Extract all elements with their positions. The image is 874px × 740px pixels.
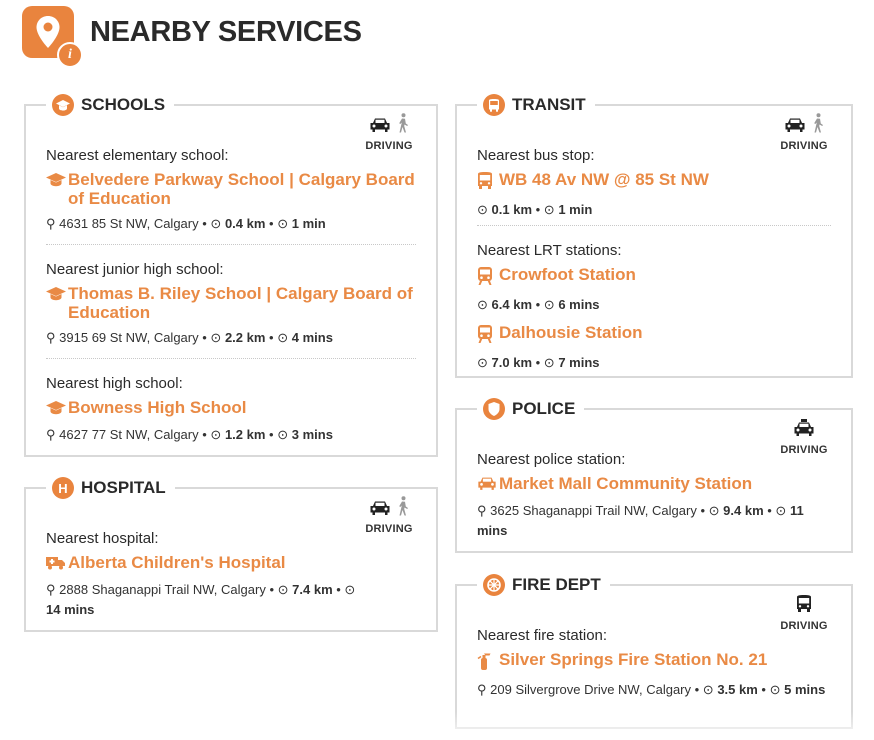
distance-arrow-icon: ⊙ xyxy=(702,682,714,697)
list-item xyxy=(477,241,831,373)
lrt-station-link[interactable] xyxy=(477,323,831,347)
school-link[interactable] xyxy=(46,284,416,322)
distance: 2.2 km xyxy=(224,330,266,345)
entry-label: Nearest bus stop: xyxy=(477,147,595,164)
list-item xyxy=(46,374,416,445)
list-item xyxy=(477,450,827,541)
hospital-name: Alberta Children's Hospital xyxy=(68,553,286,572)
schools-card-heading xyxy=(46,92,174,118)
mode-label: DRIVING xyxy=(365,523,413,535)
clock-icon: ⊙ xyxy=(769,682,781,697)
fire-extinguisher-icon xyxy=(477,652,499,674)
travel-mode-toggle[interactable] xyxy=(358,501,420,535)
travel-time: 1 min xyxy=(291,216,326,231)
bus-stop-name: WB 48 Av NW @ 85 St NW xyxy=(499,170,709,189)
fire-dept-card xyxy=(455,575,853,729)
graduation-cap-icon xyxy=(52,94,74,116)
car-icon xyxy=(477,476,499,495)
divider xyxy=(46,244,416,245)
school-name: Bowness High School xyxy=(68,398,247,417)
entry-label: Nearest LRT stations: xyxy=(477,242,622,259)
entry-meta: ⚲ 4631 85 St NW, Calgary • ⊙ 0.4 km • ⊙ 1 min xyxy=(46,216,326,231)
clock-icon: ⊙ xyxy=(775,503,787,518)
travel-time: 6 mins xyxy=(558,297,600,312)
list-item xyxy=(477,146,831,220)
entry-label: Nearest junior high school: xyxy=(46,261,224,278)
police-station-name: Market Mall Community Station xyxy=(499,474,753,493)
travel-time: 5 mins xyxy=(784,682,826,697)
entry-label: Nearest elementary school: xyxy=(46,147,229,164)
entry-meta: ⚲ 209 Silvergrove Drive NW, Calgary • ⊙ 3.5 km • ⊙ 5 mins xyxy=(477,682,826,697)
distance: 6.4 km xyxy=(491,297,533,312)
list-item xyxy=(477,626,827,700)
travel-time: 11 mins xyxy=(477,503,804,538)
distance-arrow-icon: ⊙ xyxy=(708,503,720,518)
list-item xyxy=(46,146,416,234)
lrt-station-name: Dalhousie Station xyxy=(499,323,643,342)
transit-title: TRANSIT xyxy=(512,95,586,114)
distance: 1.2 km xyxy=(224,427,266,442)
distance-arrow-icon: ⊙ xyxy=(210,330,222,345)
divider xyxy=(477,225,831,226)
walking-person-icon[interactable] xyxy=(812,113,824,138)
entry-label: Nearest high school: xyxy=(46,375,183,392)
distance-arrow-icon: ⊙ xyxy=(477,202,488,217)
entry-meta: ⚲ 3625 Shaganappi Trail NW, Calgary • ⊙ 9.4 km • ⊙ 11 mins xyxy=(477,503,804,538)
clock-icon: ⊙ xyxy=(277,330,289,345)
fire-station-link[interactable] xyxy=(477,650,827,674)
address: 3915 69 St NW, Calgary xyxy=(59,330,199,345)
lrt-station-name: Crowfoot Station xyxy=(499,265,636,284)
clock-icon: ⊙ xyxy=(543,202,555,217)
address: 4627 77 St NW, Calgary xyxy=(59,427,199,442)
entry-meta: ⊙ 0.1 km • ⊙ 1 min xyxy=(477,202,593,217)
car-icon[interactable] xyxy=(369,500,391,521)
hospital-h-icon: H xyxy=(52,477,74,499)
address: 4631 85 St NW, Calgary xyxy=(59,216,199,231)
entry-label: Nearest police station: xyxy=(477,451,626,468)
school-name: Thomas B. Riley School | Calgary Board of Education xyxy=(68,284,413,322)
clock-icon: ⊙ xyxy=(344,582,356,597)
hospital-title: HOSPITAL xyxy=(81,478,166,497)
ambulance-icon xyxy=(46,555,68,574)
walking-person-icon[interactable] xyxy=(397,113,409,138)
police-car-icon[interactable] xyxy=(793,419,815,442)
address: 209 Silvergrove Drive NW, Calgary xyxy=(490,682,692,697)
page-header xyxy=(22,5,82,67)
schools-card xyxy=(24,95,438,457)
travel-time: 3 mins xyxy=(291,427,333,442)
distance-arrow-icon: ⊙ xyxy=(210,216,222,231)
location-pin-info-icon: i xyxy=(22,6,82,66)
entry-meta: ⊙ 7.0 km • ⊙ 7 mins xyxy=(477,355,600,370)
police-card xyxy=(455,399,853,553)
map-marker-icon: ⚲ xyxy=(46,427,56,442)
lrt-station-link[interactable] xyxy=(477,265,831,289)
graduation-cap-icon xyxy=(46,400,68,419)
mode-label: DRIVING xyxy=(780,620,828,632)
distance: 3.5 km xyxy=(717,682,758,697)
distance: 7.4 km xyxy=(292,582,333,597)
clock-icon: ⊙ xyxy=(543,297,555,312)
mode-label: DRIVING xyxy=(780,444,828,456)
transit-card-heading xyxy=(477,92,595,118)
entry-label: Nearest hospital: xyxy=(46,530,159,547)
bus-stop-link[interactable] xyxy=(477,170,831,194)
map-marker-icon: ⚲ xyxy=(477,503,487,518)
distance: 7.0 km xyxy=(491,355,533,370)
travel-time: 4 mins xyxy=(291,330,333,345)
hospital-link[interactable] xyxy=(46,553,366,574)
car-icon[interactable] xyxy=(784,117,806,138)
travel-time: 1 min xyxy=(558,202,593,217)
police-card-heading xyxy=(477,396,584,422)
train-icon xyxy=(477,267,499,289)
car-icon[interactable] xyxy=(369,117,391,138)
clock-icon: ⊙ xyxy=(277,216,289,231)
hospital-card-heading xyxy=(46,475,175,501)
police-badge-icon xyxy=(483,398,505,420)
graduation-cap-icon xyxy=(46,172,68,191)
distance-arrow-icon: ⊙ xyxy=(277,582,289,597)
entry-meta: ⚲ 2888 Shaganappi Trail NW, Calgary • ⊙ 7.4 km • ⊙ 14 mins xyxy=(46,582,356,617)
page-title: NEARBY SERVICES xyxy=(90,16,362,48)
map-marker-icon: ⚲ xyxy=(477,682,487,697)
fire-station-name: Silver Springs Fire Station No. 21 xyxy=(499,650,768,669)
entry-label: Nearest fire station: xyxy=(477,627,608,644)
entry-meta: ⚲ 4627 77 St NW, Calgary • ⊙ 1.2 km • ⊙ 3 mins xyxy=(46,427,333,442)
police-title: POLICE xyxy=(512,399,576,418)
distance: 9.4 km xyxy=(723,503,764,518)
map-marker-icon: ⚲ xyxy=(46,216,56,231)
divider xyxy=(46,358,416,359)
graduation-cap-icon xyxy=(46,286,68,305)
train-icon xyxy=(477,325,499,347)
travel-time: 14 mins xyxy=(46,602,95,617)
school-name: Belvedere Parkway School | Calgary Board of Education xyxy=(68,170,415,208)
distance: 0.4 km xyxy=(224,216,266,231)
clock-icon: ⊙ xyxy=(543,355,555,370)
travel-time: 7 mins xyxy=(558,355,600,370)
distance-arrow-icon: ⊙ xyxy=(210,427,222,442)
entry-meta: ⚲ 3915 69 St NW, Calgary • ⊙ 2.2 km • ⊙ 4 mins xyxy=(46,330,333,345)
school-link[interactable] xyxy=(46,398,416,419)
bus-icon xyxy=(477,172,499,194)
mode-label: DRIVING xyxy=(365,140,413,152)
hospital-card xyxy=(24,478,438,632)
transit-card xyxy=(455,95,853,378)
schools-title: SCHOOLS xyxy=(81,95,166,114)
map-marker-icon: ⚲ xyxy=(46,582,56,597)
bus-icon xyxy=(483,94,505,116)
address: 2888 Shaganappi Trail NW, Calgary xyxy=(59,582,266,597)
list-item xyxy=(46,260,416,348)
address: 3625 Shaganappi Trail NW, Calgary xyxy=(490,503,697,518)
bus-icon[interactable] xyxy=(796,595,812,618)
fire-dept-title: FIRE DEPT xyxy=(512,575,601,594)
distance-arrow-icon: ⊙ xyxy=(477,297,488,312)
entry-meta: ⊙ 6.4 km • ⊙ 6 mins xyxy=(477,297,600,312)
fire-dept-card-heading xyxy=(477,572,610,598)
police-station-link[interactable] xyxy=(477,474,827,495)
walking-person-icon[interactable] xyxy=(397,496,409,521)
fire-dept-icon xyxy=(483,574,505,596)
mode-label: DRIVING xyxy=(780,140,828,152)
map-marker-icon: ⚲ xyxy=(46,330,56,345)
list-item xyxy=(46,529,366,620)
clock-icon: ⊙ xyxy=(277,427,289,442)
school-link[interactable] xyxy=(46,170,416,208)
distance: 0.1 km xyxy=(491,202,533,217)
distance-arrow-icon: ⊙ xyxy=(477,355,488,370)
